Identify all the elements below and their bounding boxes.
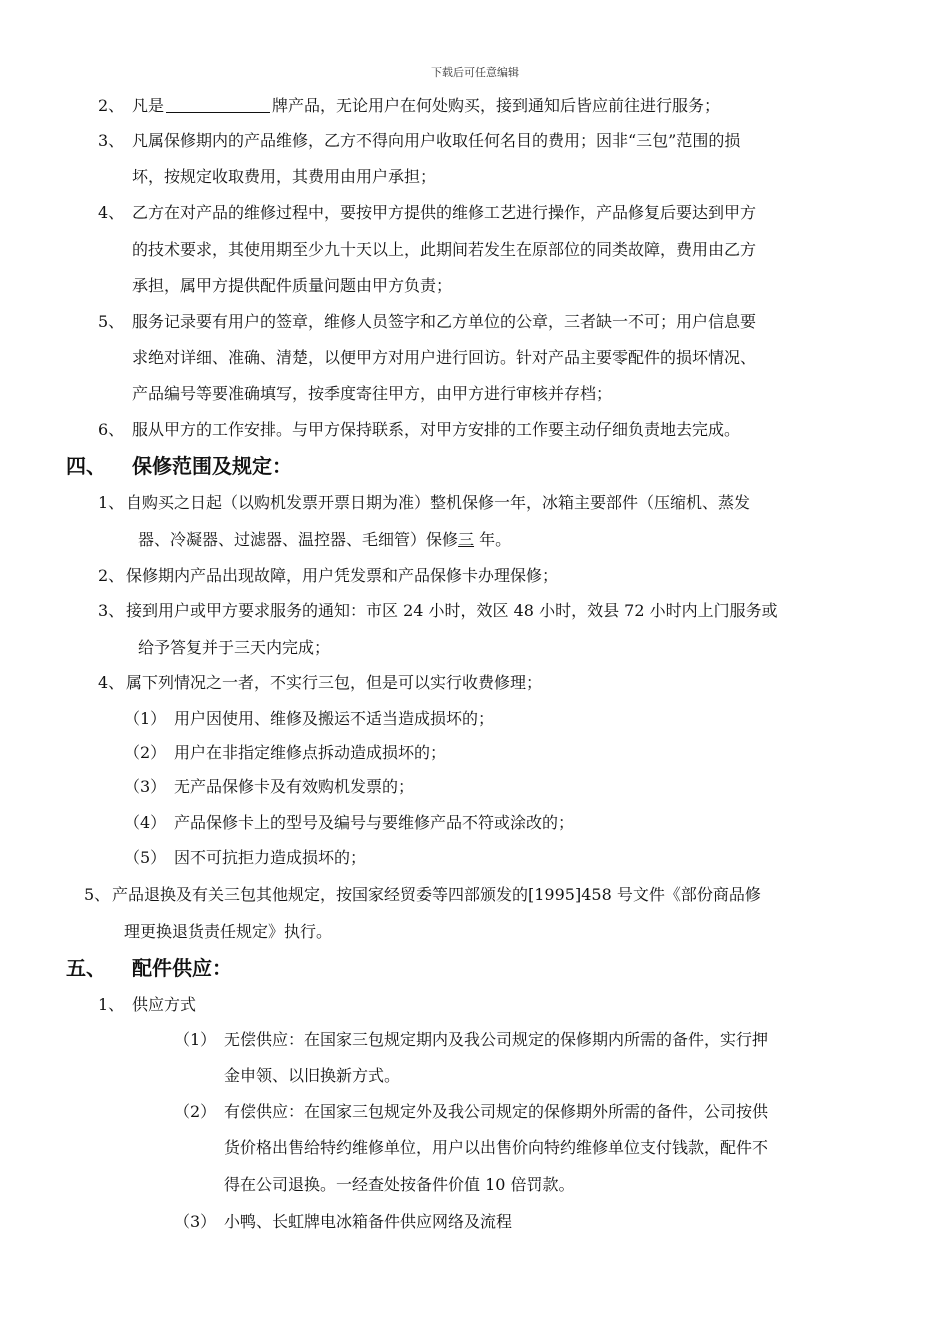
sub-item-number: （5） — [124, 848, 167, 867]
section-heading — [66, 454, 292, 478]
item-number: 5、 — [98, 312, 125, 331]
item-text: 服从甲方的工作安排。与甲方保持联系，对甲方安排的工作要主动仔细负责地去完成。 — [132, 420, 741, 439]
item-text: 供应方式 — [132, 995, 197, 1014]
item-text: 接到用户或甲方要求服务的通知：市区 24 小时，效区 48 小时，效县 72 小时内上门服务或 — [126, 601, 778, 620]
item-number: 3、 — [98, 601, 125, 620]
item-text: 的技术要求，其使用期至少九十天以上，此期间若发生在原部位的同类故障，费用由乙方 — [132, 240, 757, 259]
sub-list-item — [174, 1102, 768, 1122]
item-text: 承担，属甲方提供配件质量问题由甲方负责； — [132, 276, 453, 295]
item-number: 3、 — [98, 131, 125, 150]
section-number: 四、 — [66, 454, 106, 478]
sub-item-text: 无偿供应：在国家三包规定期内及我公司规定的保修期内所需的备件，实行押 — [224, 1030, 769, 1049]
item-number: 1、 — [98, 995, 125, 1014]
section-title: 保修范围及规定： — [132, 454, 292, 478]
sub-item-text: 金申领、以旧换新方式。 — [224, 1066, 401, 1085]
item-number: 2、 — [98, 96, 125, 115]
sub-list-item — [174, 1212, 512, 1232]
sub-item-number: （1） — [124, 709, 167, 728]
item-text: 给予答复并于三天内完成； — [138, 638, 331, 657]
item-number: 2、 — [98, 566, 125, 585]
sub-item-number: （3） — [124, 777, 167, 796]
list-item — [98, 601, 778, 621]
sub-item-number: （3） — [174, 1212, 217, 1231]
page-header: 下载后可任意编辑 — [431, 66, 519, 79]
sub-list-item — [124, 709, 494, 729]
item-text-part: 器、冷凝器、过滤器、温控器、毛细管）保修 — [138, 530, 459, 549]
item-number: 4、 — [98, 673, 125, 692]
sub-item-text: 无产品保修卡及有效购机发票的； — [174, 777, 415, 796]
sub-list-item — [124, 743, 446, 763]
item-text: 坏，按规定收取费用，其费用由用户承担； — [132, 167, 437, 186]
sub-list-item — [124, 777, 414, 797]
item-text: 产品编号等要准确填写，按季度寄往甲方，由甲方进行审核并存档； — [132, 384, 613, 403]
sub-item-text: 得在公司退换。一经查处按备件价值 10 倍罚款。 — [224, 1175, 575, 1194]
list-item — [98, 566, 558, 586]
sub-item-text: 有偿供应：在国家三包规定外及我公司规定的保修期外所需的备件，公司按供 — [224, 1102, 769, 1121]
sub-list-item — [124, 848, 366, 868]
list-item — [98, 96, 720, 116]
list-item — [98, 131, 740, 151]
list-item — [98, 420, 740, 440]
sub-item-text: 产品保修卡上的型号及编号与要维修产品不符或涂改的； — [174, 813, 575, 832]
item-number: 4、 — [98, 203, 125, 222]
list-item — [98, 673, 542, 693]
item-text: 求绝对详细、准确、清楚，以便甲方对用户进行回访。针对产品主要零配件的损坏情况、 — [132, 348, 757, 367]
section-title: 配件供应： — [132, 956, 232, 980]
item-text: 乙方在对产品的维修过程中，要按甲方提供的维修工艺进行操作，产品修复后要达到甲方 — [132, 203, 757, 222]
sub-item-number: （2） — [174, 1102, 217, 1121]
item-text: 理更换退货责任规定》执行。 — [124, 922, 333, 941]
item-text: 凡是 — [132, 96, 165, 115]
fill-in-blank — [166, 96, 270, 113]
sub-item-number: （4） — [124, 813, 167, 832]
item-text: 牌产品，无论用户在何处购买，接到通知后皆应前往进行服务； — [272, 96, 721, 115]
list-item — [98, 203, 756, 223]
sub-item-text: 货价格出售给特约维修单位，用户以出售价向特约维修单位支付钱款，配件不 — [224, 1138, 769, 1157]
list-item — [84, 885, 761, 905]
item-text-part: 年。 — [474, 530, 512, 549]
section-heading — [66, 956, 232, 980]
item-number: 5、 — [84, 885, 111, 904]
sub-item-text: 小鸭、长虹牌电冰箱备件供应网络及流程 — [224, 1212, 513, 1231]
underlined-value: 三 — [458, 530, 475, 549]
item-text: 凡属保修期内的产品维修，乙方不得向用户收取任何名目的费用；因非“三包”范围的损 — [132, 131, 741, 150]
sub-item-number: （1） — [174, 1030, 217, 1049]
item-number: 1、 — [98, 493, 125, 512]
sub-item-text: 因不可抗拒力造成损坏的； — [174, 848, 367, 867]
list-item — [98, 493, 750, 513]
sub-list-item — [124, 813, 574, 833]
sub-item-text: 用户因使用、维修及搬运不适当造成损坏的； — [174, 709, 495, 728]
sub-item-number: （2） — [124, 743, 167, 762]
item-text: 保修期内产品出现故障，用户凭发票和产品保修卡办理保修； — [126, 566, 559, 585]
item-text — [138, 530, 511, 550]
item-text: 属下列情况之一者，不实行三包，但是可以实行收费修理； — [126, 673, 543, 692]
list-item — [98, 995, 196, 1015]
item-text: 自购买之日起（以购机发票开票日期为准）整机保修一年，冰箱主要部件（压缩机、蒸发 — [126, 493, 751, 512]
item-number: 6、 — [98, 420, 125, 439]
item-text: 产品退换及有关三包其他规定，按国家经贸委等四部颁发的[1995]458 号文件《部份商品修 — [112, 885, 761, 904]
sub-list-item — [174, 1030, 768, 1050]
sub-item-text: 用户在非指定维修点拆动造成损坏的； — [174, 743, 447, 762]
section-number: 五、 — [66, 956, 106, 980]
list-item — [98, 312, 756, 332]
item-text: 服务记录要有用户的签章，维修人员签字和乙方单位的公章，三者缺一不可；用户信息要 — [132, 312, 757, 331]
